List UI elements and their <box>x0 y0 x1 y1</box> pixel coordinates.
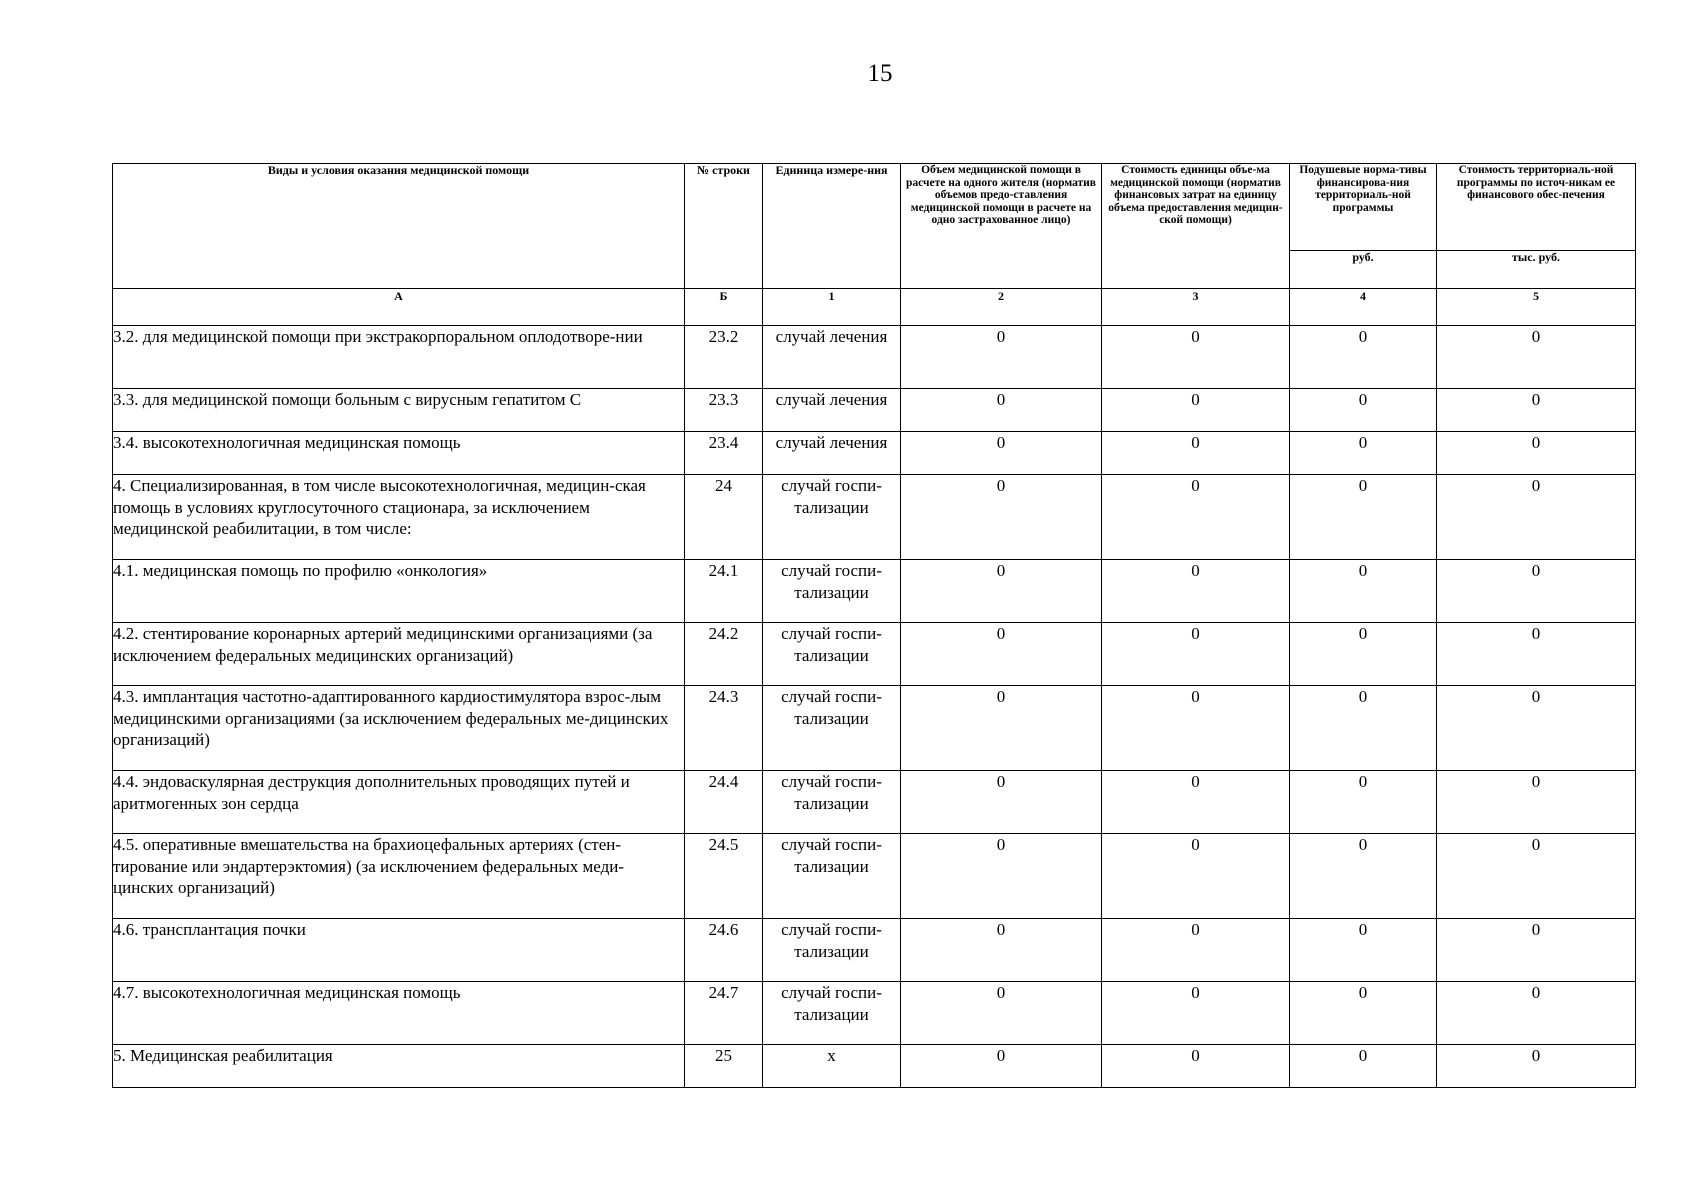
row-per-capita: 0 <box>1290 432 1437 475</box>
row-name: 3.3. для медицинской помощи больным с вирусным гепатитом С <box>113 389 685 432</box>
row-unit: случай госпи-тализации <box>763 475 901 560</box>
row-name: 3.4. высокотехнологичная медицинская помощь <box>113 432 685 475</box>
row-unit-cost: 0 <box>1102 1045 1290 1088</box>
index-cell: Б <box>685 289 763 326</box>
row-program-cost: 0 <box>1437 432 1636 475</box>
financing-table <box>112 163 1636 1088</box>
row-per-capita: 0 <box>1290 1045 1437 1088</box>
header-unit-rub: руб. <box>1290 251 1437 289</box>
row-unit: случай госпи-тализации <box>763 560 901 623</box>
row-unit-cost: 0 <box>1102 623 1290 686</box>
row-name: 4.4. эндоваскулярная деструкция дополнительных проводящих путей и аритмогенных зон сердца <box>113 771 685 834</box>
row-volume: 0 <box>901 919 1102 982</box>
row-line: 24.2 <box>685 623 763 686</box>
row-line: 24.1 <box>685 560 763 623</box>
header-volume: Объем медицинской помощи в расчете на одного жителя (норматив объемов предо-ставления медицинской помощи в расчете на одно застрахованное лицо) <box>901 164 1102 289</box>
row-line: 24.3 <box>685 686 763 771</box>
row-program-cost: 0 <box>1437 982 1636 1045</box>
row-unit-cost: 0 <box>1102 475 1290 560</box>
index-cell: 5 <box>1437 289 1636 326</box>
table-row <box>113 919 1636 982</box>
row-line: 23.2 <box>685 326 763 389</box>
row-unit-cost: 0 <box>1102 432 1290 475</box>
row-name: 4.7. высокотехнологичная медицинская помощь <box>113 982 685 1045</box>
row-per-capita: 0 <box>1290 982 1437 1045</box>
row-volume: 0 <box>901 834 1102 919</box>
row-line: 24.5 <box>685 834 763 919</box>
page-number: 15 <box>867 60 893 87</box>
row-line: 23.3 <box>685 389 763 432</box>
row-name: 4.6. трансплантация почки <box>113 919 685 982</box>
row-volume: 0 <box>901 475 1102 560</box>
row-name: 5. Медицинская реабилитация <box>113 1045 685 1088</box>
table-row <box>113 1045 1636 1088</box>
row-program-cost: 0 <box>1437 919 1636 982</box>
row-per-capita: 0 <box>1290 475 1437 560</box>
header-unit-cost: Стоимость единицы объе-ма медицинской помощи (норматив финансовых затрат на единицу объема предоставления медицин-ской помощи) <box>1102 164 1290 289</box>
header-unit: Единица измере-ния <box>763 164 901 289</box>
row-unit: случай лечения <box>763 326 901 389</box>
row-line: 24 <box>685 475 763 560</box>
row-name: 4.5. оперативные вмешательства на брахиоцефальных артериях (стен-тирование или эндартерэктомия) (за исключением федеральных меди-цинских организаций) <box>113 834 685 919</box>
row-unit: х <box>763 1045 901 1088</box>
table-row <box>113 982 1636 1045</box>
header-line-number: № строки <box>685 164 763 289</box>
row-name: 4.2. стентирование коронарных артерий медицинскими организациями (за исключением федеральных медицинских организаций) <box>113 623 685 686</box>
row-program-cost: 0 <box>1437 326 1636 389</box>
row-name: 4.3. имплантация частотно-адаптированного кардиостимулятора взрос-лым медицинскими организациями (за исключением федеральных ме-дицинских организаций) <box>113 686 685 771</box>
row-line: 23.4 <box>685 432 763 475</box>
row-unit-cost: 0 <box>1102 560 1290 623</box>
table-row <box>113 475 1636 560</box>
row-line: 25 <box>685 1045 763 1088</box>
row-program-cost: 0 <box>1437 475 1636 560</box>
row-volume: 0 <box>901 686 1102 771</box>
row-volume: 0 <box>901 982 1102 1045</box>
row-unit-cost: 0 <box>1102 919 1290 982</box>
row-line: 24.6 <box>685 919 763 982</box>
row-unit: случай госпи-тализации <box>763 919 901 982</box>
table-row <box>113 686 1636 771</box>
table-row <box>113 326 1636 389</box>
row-program-cost: 0 <box>1437 771 1636 834</box>
row-unit-cost: 0 <box>1102 771 1290 834</box>
row-unit: случай госпи-тализации <box>763 623 901 686</box>
row-volume: 0 <box>901 326 1102 389</box>
table-row <box>113 771 1636 834</box>
row-volume: 0 <box>901 771 1102 834</box>
index-cell: 4 <box>1290 289 1437 326</box>
row-volume: 0 <box>901 560 1102 623</box>
table-row <box>113 432 1636 475</box>
row-per-capita: 0 <box>1290 389 1437 432</box>
row-program-cost: 0 <box>1437 686 1636 771</box>
row-volume: 0 <box>901 389 1102 432</box>
row-unit: случай госпи-тализации <box>763 771 901 834</box>
row-volume: 0 <box>901 432 1102 475</box>
row-unit-cost: 0 <box>1102 389 1290 432</box>
row-unit: случай лечения <box>763 432 901 475</box>
row-per-capita: 0 <box>1290 919 1437 982</box>
index-cell: 2 <box>901 289 1102 326</box>
table-row <box>113 834 1636 919</box>
table-row <box>113 623 1636 686</box>
index-cell: А <box>113 289 685 326</box>
row-program-cost: 0 <box>1437 834 1636 919</box>
row-per-capita: 0 <box>1290 834 1437 919</box>
header-per-capita: Подушевые норма-тивы финансирова-ния территориаль-ной программы <box>1290 164 1437 251</box>
row-unit-cost: 0 <box>1102 982 1290 1045</box>
row-name: 4.1. медицинская помощь по профилю «онкология» <box>113 560 685 623</box>
row-volume: 0 <box>901 623 1102 686</box>
row-program-cost: 0 <box>1437 623 1636 686</box>
header-program-cost: Стоимость территориаль-ной программы по источ-никам ее финансового обес-печения <box>1437 164 1636 251</box>
row-volume: 0 <box>901 1045 1102 1088</box>
row-per-capita: 0 <box>1290 686 1437 771</box>
row-unit-cost: 0 <box>1102 834 1290 919</box>
row-per-capita: 0 <box>1290 771 1437 834</box>
row-per-capita: 0 <box>1290 560 1437 623</box>
table-row <box>113 389 1636 432</box>
table-row <box>113 560 1636 623</box>
index-cell: 1 <box>763 289 901 326</box>
row-unit: случай госпи-тализации <box>763 982 901 1045</box>
row-line: 24.7 <box>685 982 763 1045</box>
row-program-cost: 0 <box>1437 389 1636 432</box>
row-name: 3.2. для медицинской помощи при экстракорпоральном оплодотворе-нии <box>113 326 685 389</box>
row-unit: случай госпи-тализации <box>763 686 901 771</box>
index-cell: 3 <box>1102 289 1290 326</box>
header-types: Виды и условия оказания медицинской помощи <box>113 164 685 289</box>
row-program-cost: 0 <box>1437 1045 1636 1088</box>
row-unit-cost: 0 <box>1102 686 1290 771</box>
row-unit: случай лечения <box>763 389 901 432</box>
row-unit: случай госпи-тализации <box>763 834 901 919</box>
row-per-capita: 0 <box>1290 623 1437 686</box>
row-unit-cost: 0 <box>1102 326 1290 389</box>
row-line: 24.4 <box>685 771 763 834</box>
row-name: 4. Специализированная, в том числе высокотехнологичная, медицин-ская помощь в условиях круглосуточного стационара, за исключением медицинской реабилитации, в том числе: <box>113 475 685 560</box>
row-per-capita: 0 <box>1290 326 1437 389</box>
row-program-cost: 0 <box>1437 560 1636 623</box>
header-unit-thousand-rub: тыс. руб. <box>1437 251 1636 289</box>
